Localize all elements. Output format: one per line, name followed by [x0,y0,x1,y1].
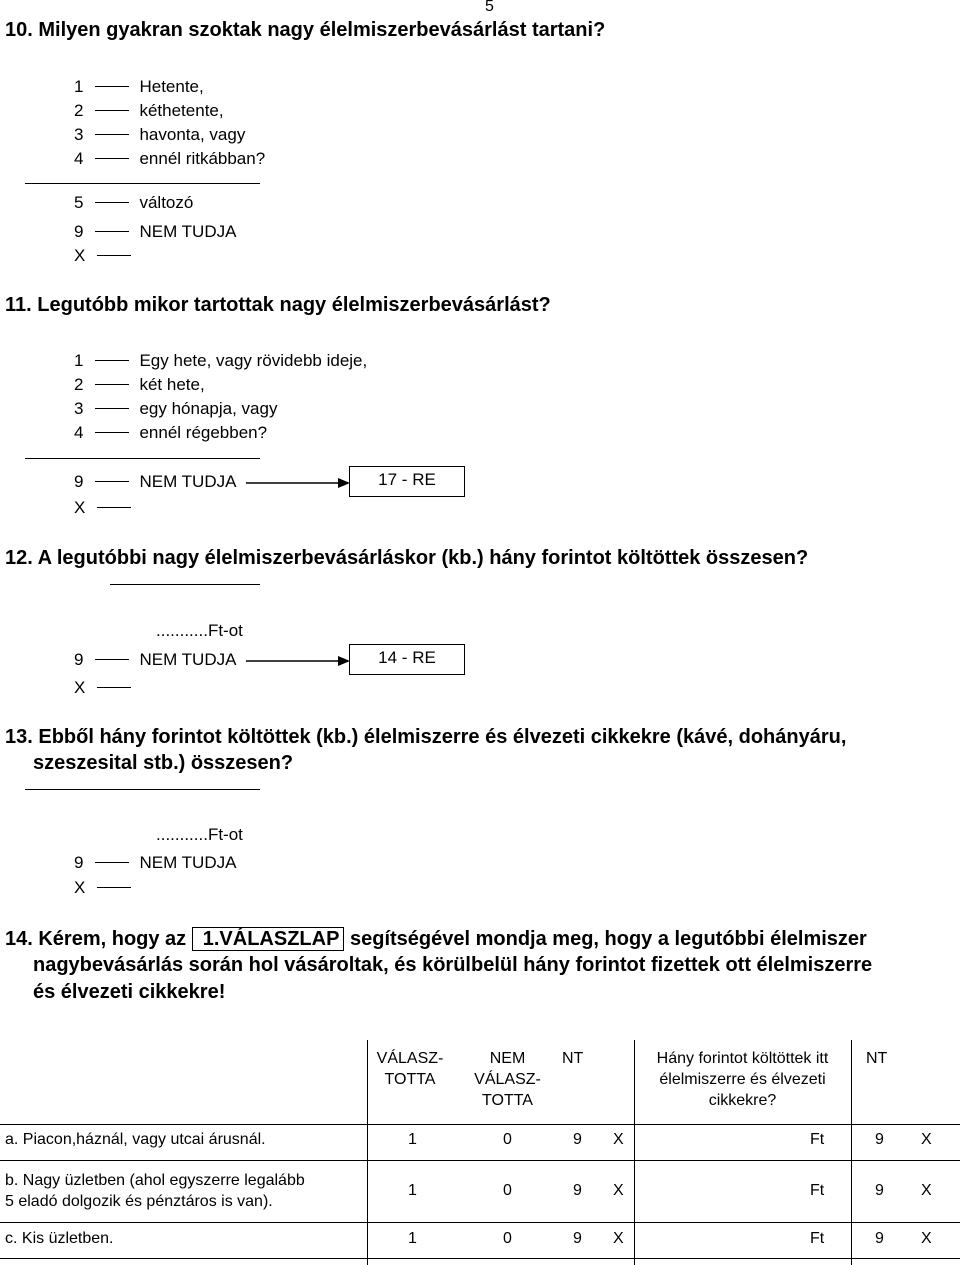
ft-label[interactable]: Ft [810,1230,825,1247]
table-border [0,1160,960,1161]
header-nt: NT [866,1050,888,1067]
option[interactable]: 1 Hetente, [74,77,204,96]
divider [25,458,260,459]
header-nem-valaszt: NEM VÁLASZ- TOTTA [474,1050,541,1109]
code-0[interactable]: 0 [503,1131,512,1148]
table-border [0,1124,960,1125]
code-x[interactable]: X [921,1230,932,1247]
divider [25,789,260,790]
option[interactable]: X [74,498,141,518]
code-x[interactable]: X [921,1131,932,1148]
option[interactable]: 3 havonta, vagy [74,125,246,144]
code-x[interactable]: X [921,1182,932,1199]
code-1[interactable]: 1 [408,1230,417,1247]
table-border [367,1040,368,1265]
option[interactable]: 1 Egy hete, vagy rövidebb ideje, [74,351,368,370]
header-valaszt: VÁLASZ- TOTTA [376,1050,444,1088]
skip-box: 14 - RE [349,644,465,675]
option[interactable]: 9 NEM TUDJA [74,853,237,872]
amount-field[interactable]: ...........Ft-ot [156,825,243,844]
option[interactable]: 2 két hete, [74,375,205,394]
page-number: 5 [485,0,494,15]
header-nt: NT [562,1050,584,1067]
question-12-title: 12. A legutóbbi nagy élelmiszerbevásárláskor (kb.) hány forintot költöttek összesen? [5,547,809,569]
arrow-right-icon [246,477,350,489]
option[interactable]: 9 NEM TUDJA [74,650,237,669]
code-1[interactable]: 1 [408,1182,417,1199]
code-9[interactable]: 9 [875,1131,884,1148]
question-10-title: 10. Milyen gyakran szoktak nagy élelmiszerbevásárlást tartani? [5,19,606,41]
row-label: b. Nagy üzletben (ahol egyszerre legalább 5 eladó dolgozik és pénztáros is van). [5,1172,305,1210]
code-9[interactable]: 9 [573,1182,582,1199]
question-14-title: 14. Kérem, hogy az 1.VÁLASZLAP segítségével mondja meg, hogy a legutóbbi élelmiszer [5,928,867,950]
option[interactable]: X [74,246,141,266]
row-label: a. Piacon,háznál, vagy utcai árusnál. [5,1131,266,1148]
arrow-right-icon [246,655,350,667]
code-9[interactable]: 9 [573,1131,582,1148]
question-14-title-cont: és élvezeti cikkekre! [33,981,226,1003]
question-13-title-cont: szeszesital stb.) összesen? [33,752,294,774]
code-x[interactable]: X [613,1131,624,1148]
code-9[interactable]: 9 [875,1182,884,1199]
option[interactable]: 5 változó [74,193,194,212]
skip-box: 17 - RE [349,466,465,497]
ft-label[interactable]: Ft [810,1182,825,1199]
code-x[interactable]: X [613,1182,624,1199]
divider [25,183,260,184]
ft-label[interactable]: Ft [810,1131,825,1148]
code-9[interactable]: 9 [875,1230,884,1247]
option[interactable]: 4 ennél régebben? [74,423,268,442]
option[interactable]: X [74,878,141,898]
header-spend: Hány forintot költöttek itt élelmiszerre és élvezeti cikkekre? [656,1050,829,1109]
option[interactable]: 2 kéthetente, [74,101,224,120]
code-x[interactable]: X [613,1230,624,1247]
option[interactable]: 4 ennél ritkábban? [74,149,266,168]
amount-field[interactable]: ...........Ft-ot [156,621,243,640]
question-13-title: 13. Ebből hány forintot költöttek (kb.) élelmiszerre és élvezeti cikkekre (kávé, dohányáru, [5,726,847,748]
question-14-title-cont: nagybevásárlás során hol vásároltak, és körülbelül hány forintot fizettek ott élelmiszerre [33,954,873,976]
table-border [851,1040,852,1265]
answer-sheet-box: 1.VÁLASZLAP [192,927,345,951]
divider [110,584,260,585]
option[interactable]: 3 egy hónapja, vagy [74,399,278,418]
code-0[interactable]: 0 [503,1230,512,1247]
code-0[interactable]: 0 [503,1182,512,1199]
code-1[interactable]: 1 [408,1131,417,1148]
question-11-title: 11. Legutóbb mikor tartottak nagy élelmiszerbevásárlást? [5,294,551,316]
option[interactable]: 9 NEM TUDJA [74,222,237,241]
option[interactable]: X [74,678,141,698]
option[interactable]: 9 NEM TUDJA [74,472,237,491]
table-border [0,1222,960,1223]
code-9[interactable]: 9 [573,1230,582,1247]
table-border [0,1258,960,1259]
table-border [634,1040,635,1265]
row-label: c. Kis üzletben. [5,1230,114,1247]
